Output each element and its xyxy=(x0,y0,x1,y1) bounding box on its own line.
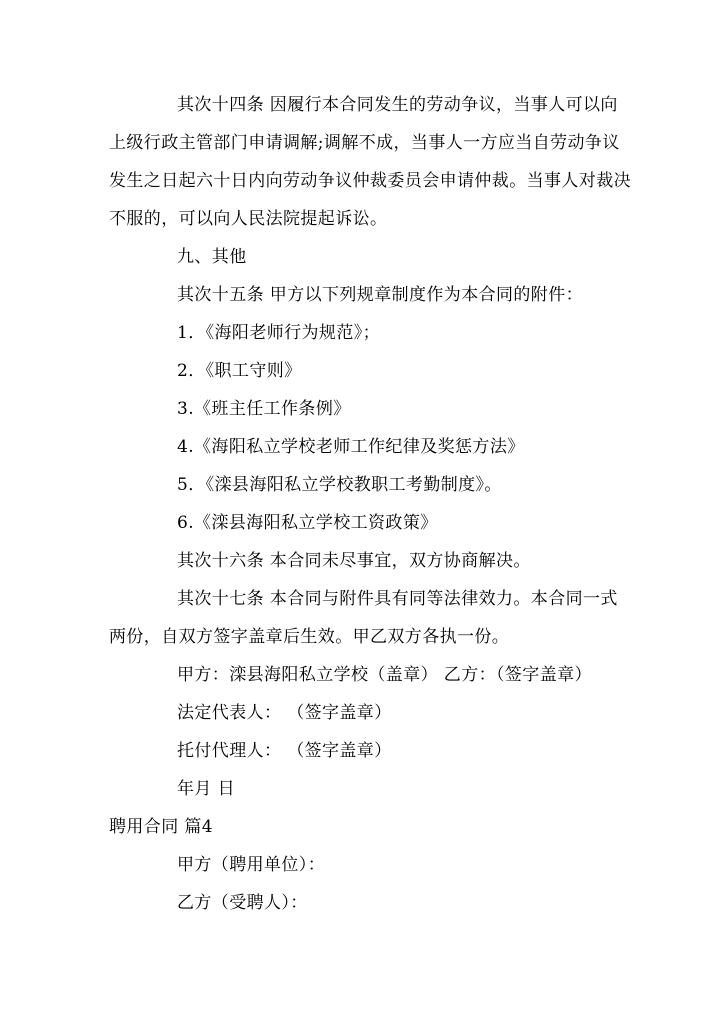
section-heading: 九、其他 xyxy=(177,247,247,267)
appendix-item-4: 4.《海阳私立学校老师工作纪律及奖惩方法》 xyxy=(177,437,525,457)
appendix-item-3: 3.《班主任工作条例》 xyxy=(177,399,351,419)
signature-parties: 甲方：滦县海阳私立学校（盖章） 乙方：（签字盖章） xyxy=(177,665,592,685)
article-15: 其次十五条 甲方以下列规章制度作为本合同的附件： xyxy=(177,285,584,305)
article-14-line-3: 发生之日起六十日内向劳动争议仲裁委员会申请仲裁。当事人对裁决 xyxy=(109,171,631,191)
article-17-line-2: 两份，自双方签字盖章后生效。甲乙双方各执一份。 xyxy=(109,627,510,647)
contract-title: 聘用合同 篇4 xyxy=(109,817,214,837)
legal-representative: 法定代表人： （签字盖章） xyxy=(177,703,392,723)
appendix-item-2: 2．《职工守则》 xyxy=(177,361,302,381)
article-17-line-1: 其次十七条 本合同与附件具有同等法律效力。本合同一式 xyxy=(177,589,618,609)
party-a-employer: 甲方（聘用单位）： xyxy=(177,855,326,875)
appendix-item-5: 5．《滦县海阳私立学校教职工考勤制度》。 xyxy=(177,475,502,495)
date-line: 年月 日 xyxy=(177,779,236,799)
appendix-item-6: 6.《滦县海阳私立学校工资政策》 xyxy=(177,513,438,533)
article-16: 其次十六条 本合同未尽事宜，双方协商解决。 xyxy=(177,551,531,571)
appendix-item-1: 1．《海阳老师行为规范》； xyxy=(177,323,381,343)
party-b-employee: 乙方（受聘人）： xyxy=(177,893,308,913)
article-14-line-1: 其次十四条 因履行本合同发生的劳动争议，当事人可以向 xyxy=(177,95,618,115)
authorized-agent: 托付代理人： （签字盖章） xyxy=(177,741,392,761)
article-14-line-4: 不服的，可以向人民法院提起诉讼。 xyxy=(109,209,388,229)
article-14-line-2: 上级行政主管部门申请调解;调解不成，当事人一方应当自劳动争议 xyxy=(109,133,620,153)
